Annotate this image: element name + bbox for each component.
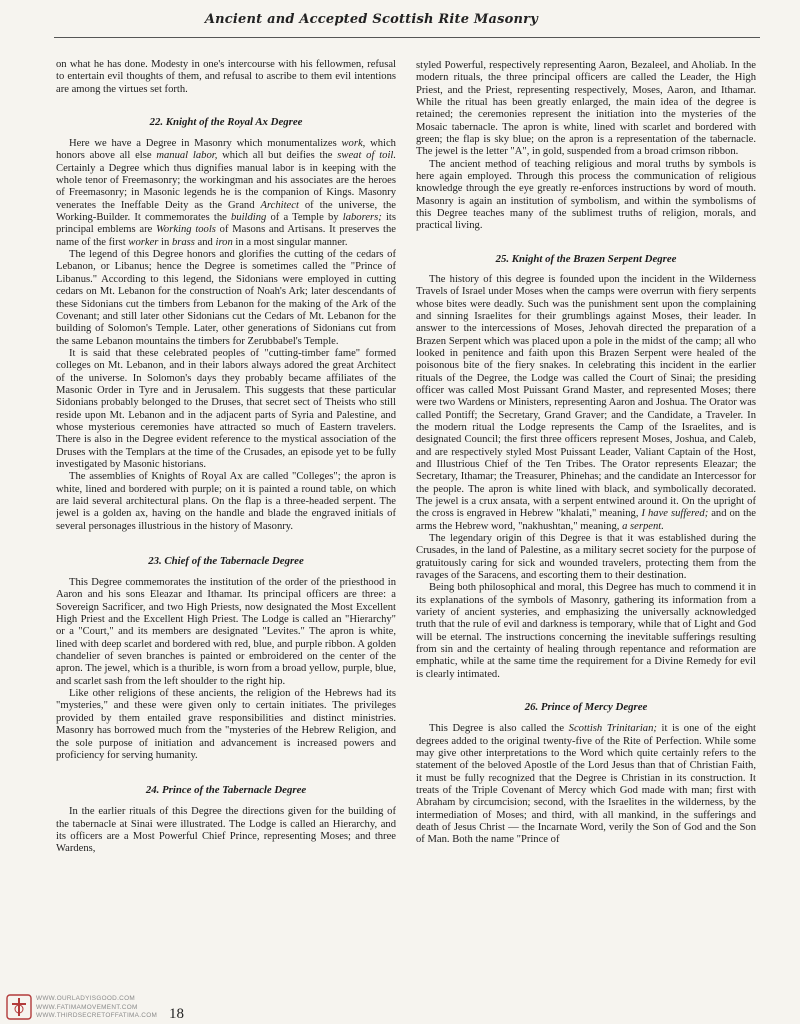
section-22-paragraph-1: Here we have a Degree in Masonry which monumentalizes work, which honors above all else manual labor, which all but deifies the sweat of toil. Certainly a Degree which thus dignifies manual labor is in keeping with the whole tenor of Freemasonry; the workingman and his associates are the heroes of Freemasonry; in Masonic legends he is the companion of Kings. Masonry venerates the Ineffable Deity as the Grand Architect of the universe, the Working-Builder. It commemorates the building of a Temple by laborers; its principal emblems are Working tools of Masons and Artisans. It preserves the name of the first worker in brass and iron in a most singular manner. [56, 138, 396, 248]
section-25-paragraph-3: Being both philosophical and moral, this Degree has much to commend it in its explanations of the symbols of Masonry, gathering its information from a variety of ancient systeries, and emphasizing the universally acknowledged truth that the rule of evil and darkness is temporary, while that of Light and God will be eternal. The instructions concerning the inevitable sufferings resulting from sin and the certainty of healing through repentance and reformation are emphatic, while at the same time the requirement for a Divine Remedy for evil is clearly intimated. [416, 582, 756, 680]
section-24-heading: 24. Prince of the Tabernacle Degree [145, 784, 307, 797]
section-25-paragraph-1: The history of this degree is founded upon the incident in the Wilderness Travels of Israel under Moses when the camps were overrun with fiery serpents whose bites were deadly. Such was the punishment sent upon the complaining and sinning Israelites for their grumblings against Moses, their leader. In answer to the intercessions of Moses, Jehovah directed the preparation of a Brazen Serpent which was placed upon a pole in the midst of the camp; all who looked in penitence and faith upon this Brazen Serpent were healed of the poisonous bite of the fiery snakes. In celebrating this incident in the earlier rituals of the Degree, the Lodge was called the Court of Sinai; the presiding officer was called Most Puissant Grand Master, and represented Moses; there were two Wardens or Ministers, representing Aaron and Joshua. The Orator was called Pontiff; the Secretary, Grand Graver; and the Candidate, a Traveler. In the modern ritual the Lodge represents the Camp of the Israelites, and is designated Council; the first three officers represent Moses, Joshua, and Caleb, and are respectively styled Most Puissant Leader, Valiant Captain of the Host, and Illustrious Chief of the Ten Tribes. The Orator represents Eleazar; the Secretary, Ithamar; the Treasurer, Phinehas; and the candidate an Intercessor for the people. The apron is white lined with black, and symbolically decorated. The jewel is a crux ansata, with a serpent entwined around it. On the upright of the cross is engraved in Hebrew "khalati," meaning, I have suffered; and on the arms the Hebrew word, "nakhushtan," meaning, a serpent. [416, 273, 756, 532]
section-24-continued-2: The ancient method of teaching religious and moral truths by symbols is here again employed. Through this process the communication of religious knowledge through the eye greatly re-enforces instructions by word of mouth. Masonry is again an institution of symbolism, and within the symbolisms of this Degree teaches many of the sublimest truths of religion, morals, and practical living. [416, 158, 756, 232]
section-26-heading: 26. Prince of Mercy Degree [524, 701, 648, 714]
watermark-logo-icon [6, 994, 32, 1020]
watermark-line: WWW.THIRDSECRETOFFATIMA.COM [36, 1012, 158, 1020]
right-column [416, 60, 756, 1000]
section-22-paragraph-2: The legend of this Degree honors and glorifies the cutting of the cedars of Lebanon, or Libanus; hence the Degree is sometimes called the "Prince of Libanus." According to this legend, the Sidonians were employed in cutting cedars on Mt. Lebanon for the construction of Noah's Ark; later descendants of these Sidonians cut the timbers from Lebanon for the making of the Ark of the Covenant; and still later other Sidonians cut the Cedars of Mt. Lebanon for the building of Solomon's Temple. Later, other generations of Sidonians cut from the same Lebanon mountains the timbers for Zerubbabel's Temple. [56, 249, 396, 347]
section-23-heading: 23. Chief of the Tabernacle Degree [148, 555, 304, 568]
section-23-paragraph-2: Like other religions of these ancients, the religion of the Hebrews had its "mysteries," and these were given only to certain initiates. The privileges provided by them entailed grave responsibilities and distinct ministries. Masonry has borrowed much from the "mysteries of the Hebrew Religion, and the sole purpose of initiation and advancement is increased powers and proficiency for serving humanity. [56, 688, 396, 761]
section-25-heading: 25. Knight of the Brazen Serpent Degree [495, 252, 677, 265]
section-24-continued-1: styled Powerful, respectively representing Aaron, Bezaleel, and Aholiab. In the modern rituals, the three principal officers are called the Leader, the High Priest, and the Priest, representing respectively, Moses, Aaron, and Ithamar. While the ritual has been greatly enlarged, the main idea of the degree is retained; the ceremonies represent the initiation into the mysteries of the Mosaic tabernacle. The apron is white, lined with scarlet and bordered with green; the flap is sky blue; on the apron is a representation of the tabernacle. The jewel is the letter "A", in gold, suspended from a broad crimson ribbon. [416, 60, 756, 158]
watermark-line: WWW.OURLADYISGOOD.COM [36, 995, 135, 1002]
page-number: 18 [169, 1006, 184, 1022]
running-header [0, 8, 800, 27]
page-header-title: Ancient and Accepted Scottish Rite Masonry [204, 12, 538, 27]
left-column [56, 59, 396, 999]
section-22-paragraph-3: It is said that these celebrated peoples of "cutting-timber fame" formed colleges on Mt. Lebanon, and in their labors always adored the great Architect of the universe. In Solomon's days they probably became affiliates of the Masonic Order in Tyre and in Jerusalem. This suggests that these particular Sidonians probably belonged to the Druses, that secret sect of Theists who still reside upon Mt. Lebanon and in the adjacent parts of Syria and Palestine, and whose mysterious ceremonies have attracted so much of Eastern travelers. There is also in the Degree evident reference to the mystical association of the Druses with the Templars at the time of the Crusades, an episode yet to be fully investigated by Masonic historians. [56, 347, 396, 470]
section-26-paragraph-1: This Degree is also called the Scottish Trinitarian; it is one of the eight degrees added to the original twenty-five of the Rite of Perfection. While some may give other interpretations to the Word which quite certainly refers to the statement of the beloved Apostle of the Lord Jesus than that of Christian Faith, it must be fully recognized that the Degree is Christian in its construction. It treats of the Triple Covenant of Mercy which God made with man; first with Abraham by circumcision; second, with the Israelites in the wilderness, by the intermediation of Moses; and third, with all mankind, in the sufferings and death of Jesus Christ — the Incarnate Word, verily the Son of God and the Son of Man. Both the name "Prince of [416, 723, 756, 846]
section-23-paragraph-1: This Degree commemorates the institution of the order of the priesthood in Aaron and his sons Eleazar and Ithamar. Its principal officers are three: a Sovereign Sacrificer, and two High Priests, now designated the Most Excellent High Priest and the Excellent High Priest. The Lodge is called an "Hierarchy" or a "Court," and its members are designated "Levites." The apron is white, lined with deep scarlet and bordered with red, blue, and purple ribbon. A golden chandelier of seven branches is painted or embroidered on the center of the apron. The jewel, which is a thurible, is worn from a broad yellow, purple, blue, and scarlet sash from the left shoulder to the right hip. [56, 577, 396, 687]
section-22-heading: 22. Knight of the Royal Ax Degree [149, 116, 303, 129]
section-25-paragraph-2: The legendary origin of this Degree is that it was established during the Crusades, in the land of Palestine, as a military secret society for the purpose of gratuitously caring for sick and wounded travelers, protecting them from the ravages of the Saracens, and escorting them to their destination. [416, 533, 756, 582]
watermark [6, 994, 266, 1022]
intro-paragraph: on what he has done. Modesty in one's intercourse with his fellowmen, refusal to entertain evil thoughts of them, and refusal to ascribe to them evil intentions are among the virtues set forth. [56, 59, 396, 95]
section-22-paragraph-4: The assemblies of Knights of Royal Ax are called "Colleges"; the apron is white, lined and bordered with purple; on it is painted a round table, on which are laid several architectural plans. On the flap is a three-headed serpent. The jewel is a golden ax, having on the handle and blade the engraved initials of several personages illustrious in the history of Masonry. [56, 471, 396, 532]
watermark-text [36, 995, 157, 1021]
watermark-line: WWW.FATIMAMOVEMENT.COM [36, 1003, 138, 1011]
header-rule [54, 37, 760, 38]
section-24-paragraph-1: In the earlier rituals of this Degree the directions given for the building of the tabernacle at Sinai were illustrated. The Lodge is called an Hierarchy, and its officers are a Most Powerful Chief Prince, representing Moses; and three Wardens, [56, 806, 396, 855]
